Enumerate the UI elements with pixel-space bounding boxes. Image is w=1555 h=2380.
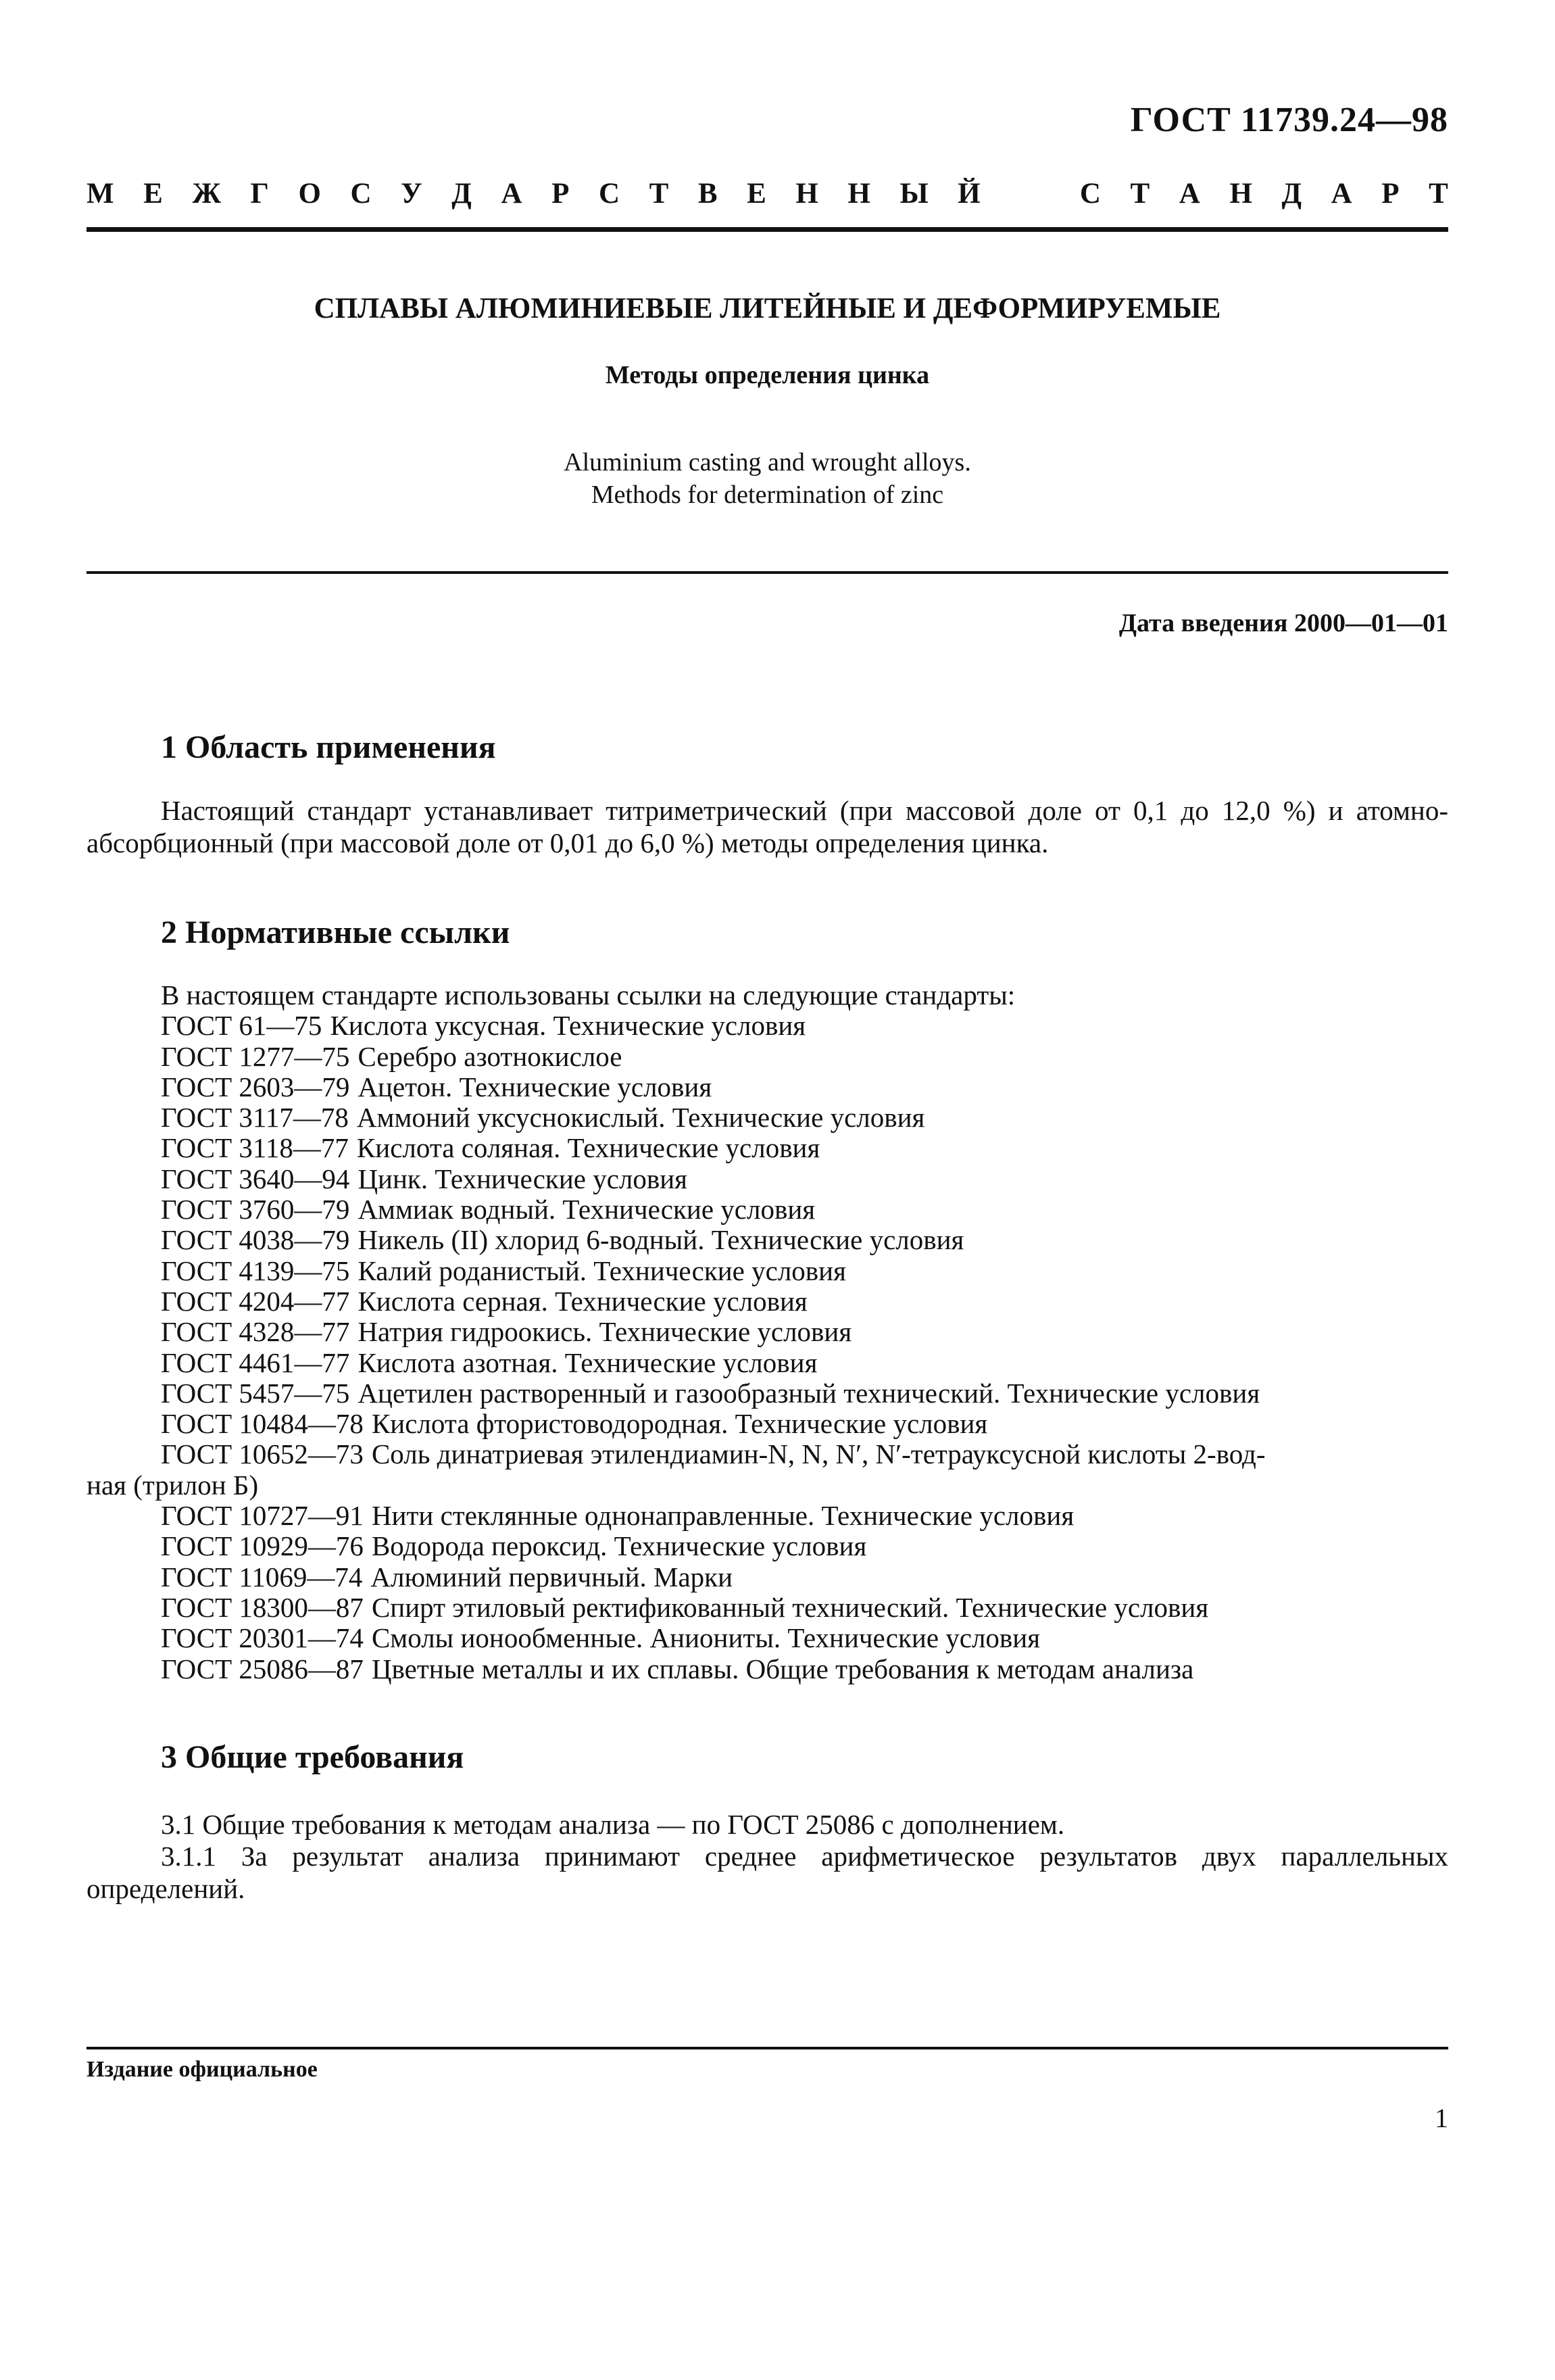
reference-title: Кислота фтористоводородная. Технические условия — [371, 1408, 988, 1440]
normative-references — [87, 980, 1448, 1684]
reference-item — [87, 1225, 1448, 1255]
reference-item — [87, 1133, 1448, 1163]
reference-item — [87, 1286, 1448, 1317]
interstate-letter: Г — [250, 178, 269, 210]
interstate-letter: Д — [451, 178, 472, 210]
reference-item — [87, 1531, 1448, 1561]
reference-code: ГОСТ 4038—79 — [161, 1224, 350, 1256]
document-title: СПЛАВЫ АЛЮМИНИЕВЫЕ ЛИТЕЙНЫЕ И ДЕФОРМИРУЕМЫЕ — [314, 293, 1221, 324]
reference-title: Аммоний уксуснокислый. Технические условия — [356, 1102, 925, 1134]
reference-title: Кислота соляная. Технические условия — [356, 1132, 820, 1164]
footer-rule — [87, 2047, 1448, 2049]
reference-item — [87, 1439, 1448, 1501]
interstate-letter: Е — [143, 178, 163, 210]
reference-title-continuation: ная (трилон Б) — [87, 1469, 259, 1501]
reference-code: ГОСТ 4204—77 — [161, 1285, 350, 1317]
reference-title: Серебро азотнокислое — [357, 1040, 622, 1072]
reference-code: ГОСТ 10484—78 — [161, 1408, 364, 1440]
interstate-letter: М — [87, 178, 114, 210]
reference-title: Смолы ионообменные. Аниониты. Технические условия — [371, 1622, 1041, 1654]
reference-code: ГОСТ 4328—77 — [161, 1316, 350, 1348]
reference-title: Цинк. Технические условия — [357, 1163, 688, 1194]
english-title-line-2: Methods for determination of zinc — [591, 481, 944, 509]
reference-code: ГОСТ 20301—74 — [161, 1622, 364, 1654]
section-3-1-body: 3.1 Общие требования к методам анализа — по ГОСТ 25086 с дополнением. — [161, 1809, 1065, 1840]
references-lead: В настоящем стандарте использованы ссылки на следующие стандарты: — [161, 979, 1016, 1011]
reference-item — [87, 1072, 1448, 1102]
interstate-letter: Е — [747, 178, 766, 210]
interstate-letter: Р — [551, 178, 570, 210]
document-subtitle: Методы определения цинка — [605, 361, 930, 389]
reference-code: ГОСТ 4139—75 — [161, 1255, 350, 1286]
section-1-body: Настоящий стандарт устанавливает титриметрический (при массовой доле от 0,1 до 12,0 %) и атомно-абсорбционный (при массовой доле от 0,01 до 6,0 %) методы определения цинка. — [87, 795, 1448, 858]
section-3-1-1-text — [87, 1840, 1448, 1905]
interstate-letter: Т — [649, 178, 669, 210]
reference-item — [87, 1378, 1448, 1409]
section-3-1-1-body: 3.1.1 За результат анализа принимают среднее арифметическое результатов двух параллельных определений. — [87, 1841, 1448, 1904]
standard-letter: С — [1079, 178, 1101, 210]
reference-code: ГОСТ 4461—77 — [161, 1346, 350, 1378]
reference-title: Калий роданистый. Технические условия — [357, 1255, 846, 1286]
reference-title: Ацетон. Технические условия — [357, 1071, 712, 1102]
reference-title: Соль динатриевая этилендиамин-N, N, N′, N′-тетрауксусной кислоты 2-вод- — [371, 1438, 1266, 1470]
page-number: 1 — [1435, 2103, 1448, 2133]
reference-item — [87, 1164, 1448, 1194]
reference-code: ГОСТ 3118—77 — [161, 1132, 349, 1164]
reference-code: ГОСТ 25086—87 — [161, 1653, 364, 1684]
reference-title: Натрия гидроокись. Технические условия — [357, 1316, 852, 1348]
reference-code: ГОСТ 3117—78 — [161, 1102, 349, 1134]
reference-code: ГОСТ 18300—87 — [161, 1591, 364, 1623]
section-1-heading: 1 Область применения — [161, 729, 496, 765]
english-title-line-1: Aluminium casting and wrought alloys. — [564, 448, 971, 477]
reference-code: ГОСТ 61—75 — [161, 1010, 322, 1042]
interstate-letter: С — [350, 178, 372, 210]
standard-letter: Р — [1381, 178, 1400, 210]
reference-item — [87, 1501, 1448, 1531]
reference-code: ГОСТ 10929—76 — [161, 1530, 364, 1562]
reference-title: Нити стеклянные однонаправленные. Технические условия — [371, 1500, 1075, 1532]
section-3-heading: 3 Общие требования — [161, 1739, 464, 1775]
english-title — [87, 446, 1448, 511]
reference-code: ГОСТ 1277—75 — [161, 1040, 350, 1072]
reference-item — [87, 1194, 1448, 1225]
section-2-heading: 2 Нормативные ссылки — [161, 915, 510, 950]
reference-title: Алюминий первичный. Марки — [370, 1561, 733, 1593]
interstate-standard-banner — [87, 177, 1448, 210]
header-rule — [87, 227, 1448, 232]
reference-title: Спирт этиловый ректификованный технический. Технические условия — [371, 1591, 1209, 1623]
interstate-letter: Ж — [192, 178, 221, 210]
interstate-letter: В — [697, 178, 718, 210]
standard-letter: Н — [1229, 178, 1252, 210]
section-3-1-text — [87, 1808, 1448, 1841]
reference-item — [87, 1256, 1448, 1286]
reference-item — [87, 1593, 1448, 1623]
reference-title: Ацетилен растворенный и газообразный технический. Технические условия — [357, 1377, 1260, 1409]
banner-gap — [1010, 177, 1050, 210]
introduction-date: Дата введения 2000—01—01 — [1118, 609, 1448, 637]
interstate-letter: Н — [795, 178, 818, 210]
reference-item — [87, 1011, 1448, 1041]
reference-code: ГОСТ 10652—73 — [161, 1438, 364, 1470]
reference-title: Кислота уксусная. Технические условия — [330, 1010, 806, 1042]
reference-item — [87, 1348, 1448, 1378]
section-1-text — [87, 794, 1448, 859]
interstate-letter: О — [298, 178, 321, 210]
reference-item — [87, 1623, 1448, 1653]
reference-code: ГОСТ 10727—91 — [161, 1500, 364, 1532]
standard-letter: Т — [1130, 178, 1150, 210]
reference-code: ГОСТ 3640—94 — [161, 1163, 350, 1194]
reference-title: Кислота азотная. Технические условия — [357, 1346, 818, 1378]
title-rule — [87, 571, 1448, 574]
reference-title: Никель (II) хлорид 6-водный. Технические условия — [357, 1224, 964, 1256]
reference-item — [87, 1409, 1448, 1439]
interstate-letter: У — [401, 178, 422, 210]
reference-item — [87, 1102, 1448, 1133]
reference-title: Аммиак водный. Технические условия — [357, 1194, 816, 1225]
reference-item — [87, 1654, 1448, 1684]
edition-label: Издание официальное — [87, 2057, 318, 2082]
interstate-letter: Й — [958, 178, 981, 210]
reference-title: Водорода пероксид. Технические условия — [371, 1530, 867, 1562]
interstate-letter: Ы — [899, 178, 929, 210]
standard-number: ГОСТ 11739.24—98 — [1130, 101, 1448, 139]
reference-item — [87, 1317, 1448, 1347]
reference-code: ГОСТ 2603—79 — [161, 1071, 350, 1102]
interstate-letter: С — [598, 178, 620, 210]
interstate-letter: А — [501, 178, 522, 210]
standard-letter: А — [1179, 178, 1200, 210]
standard-letter: Т — [1429, 178, 1448, 210]
reference-title: Цветные металлы и их сплавы. Общие требования к методам анализа — [371, 1653, 1194, 1684]
reference-item — [87, 1562, 1448, 1593]
reference-code: ГОСТ 11069—74 — [161, 1561, 363, 1593]
reference-code: ГОСТ 3760—79 — [161, 1194, 350, 1225]
standard-letter: А — [1331, 178, 1352, 210]
reference-title: Кислота серная. Технические условия — [357, 1285, 808, 1317]
interstate-letter: Н — [847, 178, 870, 210]
reference-item — [87, 1042, 1448, 1072]
reference-code: ГОСТ 5457—75 — [161, 1377, 350, 1409]
standard-letter: Д — [1281, 178, 1302, 210]
